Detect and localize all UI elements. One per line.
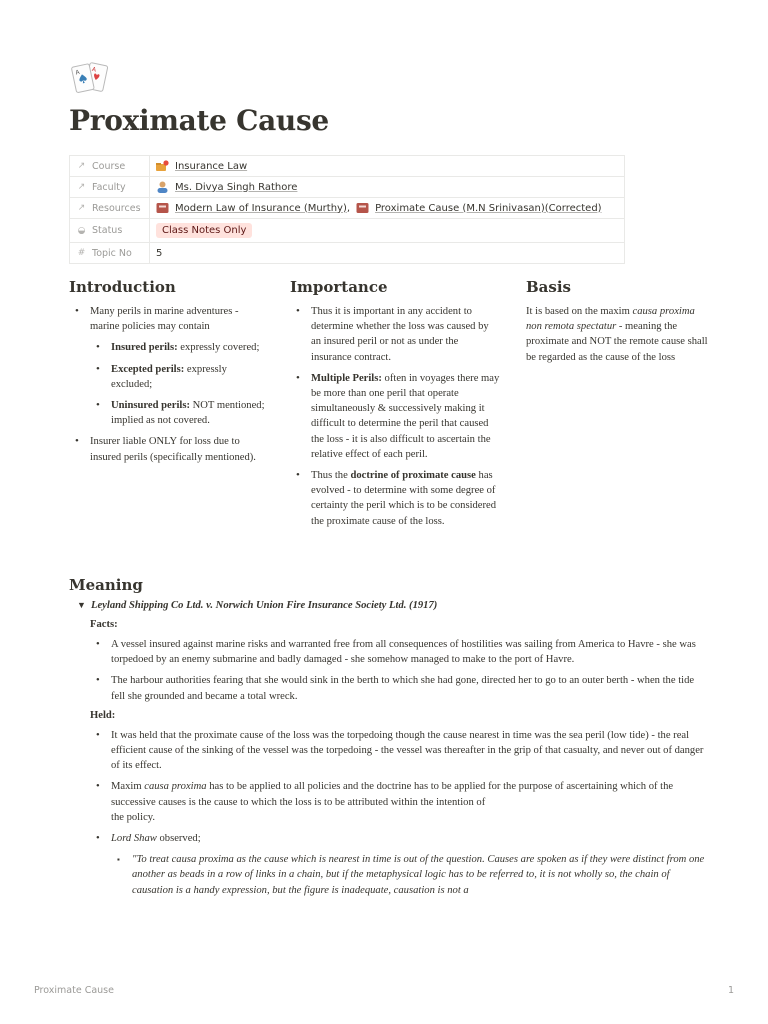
- person-icon: [156, 181, 169, 193]
- list-item: • Uninsured perils: NOT mentioned; implied as not covered.: [90, 398, 269, 428]
- page-number: 1: [727, 985, 734, 996]
- property-key: Faculty: [92, 181, 126, 193]
- arrow-up-right-icon: ↗: [77, 182, 86, 192]
- introduction-list: [69, 304, 269, 465]
- list-item: • It was held that the proximate cause of the loss was the torpedoing though the cause nearest in time was the sea peril (low tide) - the real efficient cause of the sinking of the vessel was the torpedoing - the vessel was thereafter in the grip of that casualty, and never out of danger of its effect.: [90, 728, 709, 774]
- course-link[interactable]: Insurance Law: [175, 160, 248, 172]
- basis-text: It is based on the maxim causa proxima non remota spectatur - meaning the proximate and NOT the remote cause shall be regarded as the cause of the loss: [526, 306, 708, 363]
- case-title: Leyland Shipping Co Ltd. v. Norwich Union Fire Insurance Society Ltd. (1917): [91, 600, 438, 611]
- list-item: • Insured perils: expressly covered;: [90, 340, 269, 355]
- case-content: [69, 619, 709, 898]
- faculty-link[interactable]: Ms. Divya Singh Rathore: [175, 181, 298, 193]
- quote-item: ▪ "To treat causa proxima as the cause which is nearest in time is out of the question. Causes are spoken as if they were distinct from one another as beads in a row of links in a chain, but if the metaphysical logic has to be referred to, it is not wholly so, the chain of causation is a handy expression, but the figure is inadequate, causation is not a: [111, 852, 709, 898]
- hash-icon: #: [77, 248, 86, 258]
- book-icon: [156, 202, 169, 214]
- book-icon: [356, 202, 369, 214]
- page-title: Proximate Cause: [69, 104, 329, 137]
- list-item: • Insurer liable ONLY for loss due to insured perils (specifically mentioned).: [69, 434, 269, 464]
- folder-pin-icon: [156, 160, 169, 172]
- facts-list: [90, 637, 709, 704]
- held-list: [90, 728, 709, 898]
- held-label: Held:: [90, 709, 116, 721]
- property-key: Resources: [92, 202, 141, 214]
- list-item: • Many perils in marine adventures - marine policies may contain • Insured perils: expressly covered; • Excepted perils: expressly excluded; • Uninsured perils: NOT mentioned; implied as not covered.: [69, 304, 269, 428]
- importance-list: [290, 304, 500, 529]
- property-row-topic-no: [69, 243, 625, 264]
- property-key: Course: [92, 160, 126, 172]
- footer-title: Proximate Cause: [34, 985, 114, 996]
- list-item: • The harbour authorities fearing that she would sink in the berth to which she had gone, directed her to go to an outer berth - when the tide fell she grounded and became a total wreck.: [90, 673, 709, 703]
- introduction-column: [69, 278, 269, 471]
- playing-cards-icon: [70, 59, 112, 97]
- list-item: • Maxim causa proxima has to be applied to all policies and the doctrine has to be applied for the purpose of ascertaining which of the successive causes is the cause to which the loss is to be attributed within the intention of the policy.: [90, 779, 709, 825]
- list-item: • Thus it is important in any accident to determine whether the loss was caused by an insured peril or not as under the insurance contract.: [290, 304, 500, 365]
- property-key: Topic No: [92, 247, 132, 259]
- importance-column: [290, 278, 500, 535]
- case-toggle[interactable]: [69, 600, 709, 611]
- status-badge[interactable]: Class Notes Only: [156, 223, 252, 238]
- list-item: • Multiple Perils: often in voyages there may be more than one peril that operate simultaneously & successively making it difficult to determine the peril that caused the loss - it is also difficult to ascertain the relative effect of each peril.: [290, 371, 500, 462]
- list-item: • A vessel insured against marine risks and warranted free from all consequences of hostilities was sailing from America to Havre - she was torpedoed by an enemy submarine and badly damaged - she somehow managed to make to the port of Havre.: [90, 637, 709, 667]
- svg-text:A: A: [74, 68, 81, 77]
- resource-link-srinivasan[interactable]: Proximate Cause (M.N Srinivasan)(Corrected): [375, 202, 602, 214]
- basis-column: [526, 278, 708, 365]
- facts-label: Facts:: [90, 619, 118, 630]
- arrow-up-right-icon: ↗: [77, 203, 86, 213]
- properties-table: [69, 155, 625, 264]
- list-item: • Excepted perils: expressly excluded;: [90, 362, 269, 392]
- property-row-course: [69, 156, 625, 177]
- property-key: Status: [92, 225, 123, 236]
- property-row-resources: ↗ Resources Modern Law of Insurance (Murthy) , Proximate Cause (M.N Srinivasan)(Corrected): [69, 198, 625, 219]
- topic-number: 5: [156, 247, 163, 259]
- toggle-down-icon[interactable]: ▼: [77, 600, 86, 610]
- meaning-section: [69, 576, 709, 904]
- property-row-faculty: [69, 177, 625, 198]
- property-row-status: [69, 219, 625, 243]
- meaning-heading: Meaning: [69, 576, 143, 594]
- list-item: • Lord Shaw observed; ▪ "To treat causa proxima as the cause which is nearest in time is out of the question. Causes are spoken as if they were distinct from one another as beads in a row of links in a chain, but if the metaphysical logic has to be referred to, it is not wholly so, the chain of causation is a handy expression, but the figure is inadequate, causation is not a: [90, 831, 709, 898]
- importance-heading: Importance: [290, 278, 388, 296]
- list-item: • Thus the doctrine of proximate cause has evolved - to determine with some degree of certainty the peril which is to be considered the proximate cause of the loss.: [290, 468, 500, 529]
- resource-link-murthy[interactable]: Modern Law of Insurance (Murthy): [175, 202, 347, 214]
- basis-heading: Basis: [526, 278, 571, 296]
- introduction-heading: Introduction: [69, 278, 176, 296]
- status-circle-icon: ◒: [77, 225, 86, 236]
- svg-text:A: A: [91, 66, 97, 74]
- arrow-up-right-icon: ↗: [77, 161, 86, 171]
